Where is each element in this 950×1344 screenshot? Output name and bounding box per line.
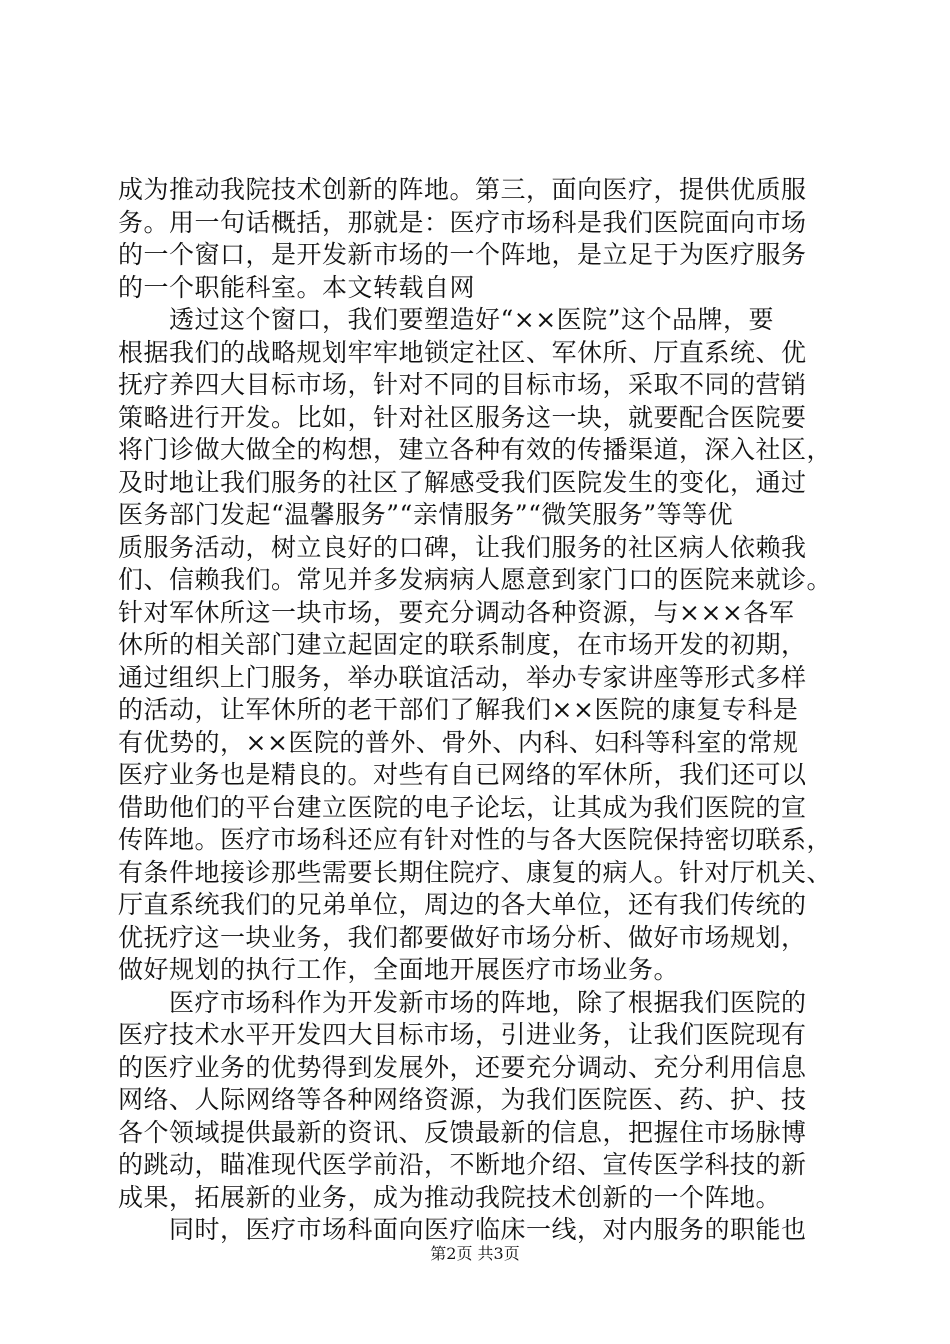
- text-line: 根据我们的战略规划牢牢地锁定社区、军休所、厅直系统、优: [118, 337, 807, 367]
- text-line: 透过这个窗口，我们要塑造好“××医院”这个品牌，要: [118, 305, 774, 334]
- text-line: 将门诊做大做全的构想，建立各种有效的传播渠道，深入社区，: [118, 435, 833, 464]
- text-line: 借助他们的平台建立医院的电子论坛，让其成为我们医院的宣: [118, 792, 807, 822]
- text-line: 医疗业务也是精良的。对些有自已网络的军休所，我们还可以: [118, 760, 807, 789]
- text-line: 做好规划的执行工作，全面地开展医疗市场业务。: [118, 955, 680, 984]
- text-line: 的医疗业务的优势得到发展外，还要充分调动、充分利用信息: [118, 1052, 807, 1082]
- text-line: 休所的相关部门建立起固定的联系制度，在市场开发的初期，: [118, 630, 807, 659]
- text-line: 医疗技术水平开发四大目标市场，引进业务，让我们医院现有: [118, 1020, 807, 1049]
- text-line: 同时，医疗市场科面向医疗临床一线，对内服务的职能也: [118, 1215, 807, 1244]
- text-line: 及时地让我们服务的社区了解感受我们医院发生的变化，通过: [118, 467, 807, 497]
- text-line: 策略进行开发。比如，针对社区服务这一块，就要配合医院要: [118, 402, 807, 432]
- body-text: [118, 174, 838, 1247]
- text-line: 有优势的，××医院的普外、骨外、内科、妇科等科室的常规: [118, 727, 799, 757]
- text-line: 厅直系统我们的兄弟单位，周边的各大单位，还有我们传统的: [118, 890, 807, 919]
- text-line: 医疗市场科作为开发新市场的阵地，除了根据我们医院的: [118, 987, 807, 1017]
- page-footer: 第2页 共3页: [430, 1244, 520, 1263]
- text-line: 成果，拓展新的业务，成为推动我院技术创新的一个阵地。: [118, 1182, 782, 1212]
- text-line: 通过组织上门服务，举办联谊活动，举办专家讲座等形式多样: [118, 662, 807, 692]
- text-line: 成为推动我院技术创新的阵地。第三，面向医疗，提供优质服: [118, 175, 807, 204]
- text-line: 传阵地。医疗市场科还应有针对性的与各大医院保持密切联系，: [118, 825, 833, 854]
- text-line: 各个领域提供最新的资讯、反馈最新的信息，把握住市场脉博: [118, 1117, 807, 1147]
- text-line: 的一个窗口，是开发新市场的一个阵地，是立足于为医疗服务: [118, 240, 807, 269]
- text-line: 网络、人际网络等各种网络资源，为我们医院医、药、护、技: [118, 1085, 807, 1114]
- text-line: 有条件地接诊那些需要长期住院疗、康复的病人。针对厅机关、: [118, 857, 833, 887]
- text-line: 的一个职能科室。本文转载自网: [118, 272, 476, 302]
- text-line: 的活动，让军休所的老干部们了解我们××医院的康复专科是: [118, 695, 799, 724]
- text-line: 抚疗养四大目标市场，针对不同的目标市场，采取不同的营销: [118, 370, 807, 399]
- text-line: 质服务活动，树立良好的口碑，让我们服务的社区病人依赖我: [118, 532, 807, 562]
- text-line: 医务部门发起“温馨服务”“亲情服务”“微笑服务”等等优: [118, 500, 734, 529]
- text-line: 优抚疗这一块业务，我们都要做好市场分析、做好市场规划，: [118, 922, 807, 952]
- text-line: 针对军休所这一块市场，要充分调动各种资源，与×××各军: [118, 597, 795, 627]
- text-line: 们、信赖我们。常见并多发病病人愿意到家门口的医院来就诊。: [118, 565, 833, 594]
- text-line: 的跳动，瞄准现代医学前沿，不断地介绍、宣传医学科技的新: [118, 1150, 807, 1179]
- text-line: 务。用一句话概括，那就是：医疗市场科是我们医院面向市场: [118, 207, 807, 237]
